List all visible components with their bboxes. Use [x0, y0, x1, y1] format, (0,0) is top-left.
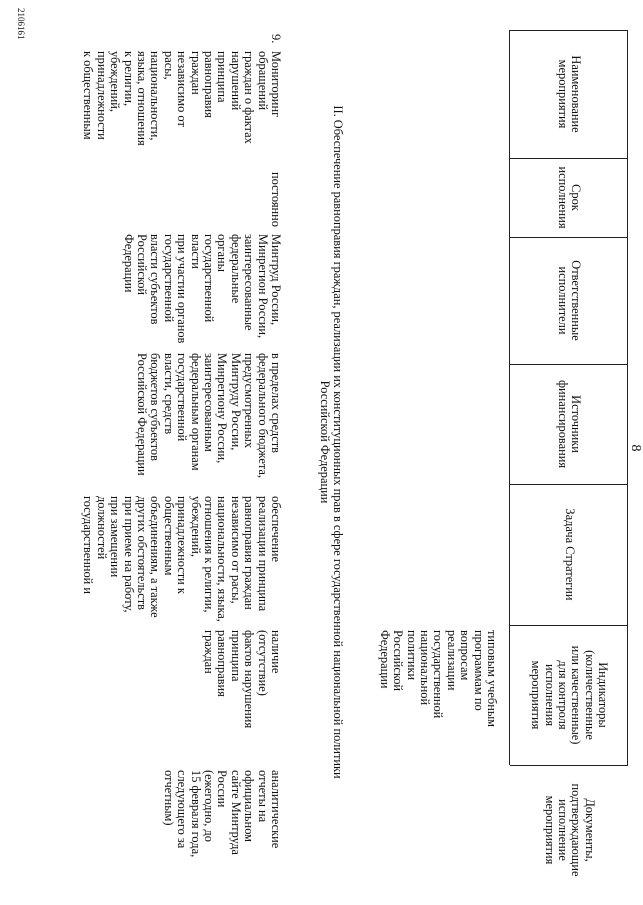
row-responsible-cell: Минтруд России, Минрегион России, заинтересованные федеральные органы государственной власти при участии органов государственной власти субъектов Российской Федерации — [121, 234, 283, 344]
row-documents-cell: аналитические отчеты на официальном сайте Минтруда России (ежегодно, до 15 февраля года, следующего за отчетным) — [161, 770, 283, 858]
section-title — [317, 92, 344, 792]
continued-indicator-text: типовым учебным программам по вопросам реализации государственной национальной политики Российской Федерации — [377, 630, 499, 728]
header-funding: Источники финансирования — [556, 379, 584, 469]
header-term: Срок исполнения — [556, 166, 584, 229]
header-documents: Документы, подтверждающие исполнение мероприятия — [542, 783, 597, 877]
section-title-line: II. Обеспечение равноправия граждан, реализации их конституционных прав в сфере государственной национальной политики — [331, 105, 345, 779]
row-funding-cell: в пределах средств федерального бюджета, предусмотренных Минтруду России, Минрегиону России, заинтересованным федеральным органам государственной власти, средств бюджетов субъектов Российской Федерации — [134, 353, 283, 478]
document-code: 2106161 — [16, 8, 26, 40]
row-task-cell: обеспечение реализации принципа равноправия граждан независимо от расы, национальности, языка, отношения к религии, убеждений, принадлежности к общественным объединениям, а также других обстоятельств при приеме на работу, при замещении должностей государственной и — [81, 496, 283, 622]
row-term-cell: постоянно — [269, 172, 283, 228]
section-title-line: Российской Федерации — [317, 380, 332, 504]
row-indicators-cell: наличие (отсутствие) фактов нарушения принципа равноправия граждан — [201, 630, 283, 729]
row-name-cell: Мониторинг обращений граждан о фактах нарушений принципа равноправия граждан независимо от расы, национальности, языка, отношения к религии, убеждений, принадлежности к общественным — [81, 51, 283, 146]
page-number: 8 — [628, 444, 643, 452]
header-name: Наименование мероприятия — [556, 55, 584, 133]
row-number: 9. — [269, 34, 283, 44]
header-task: Задача Стратегии — [562, 508, 577, 601]
header-indicators: Индикаторы (количественные или качественные) для контроля исполнения мероприятия — [529, 645, 611, 745]
header-responsible: Ответственные исполнители — [556, 260, 584, 341]
